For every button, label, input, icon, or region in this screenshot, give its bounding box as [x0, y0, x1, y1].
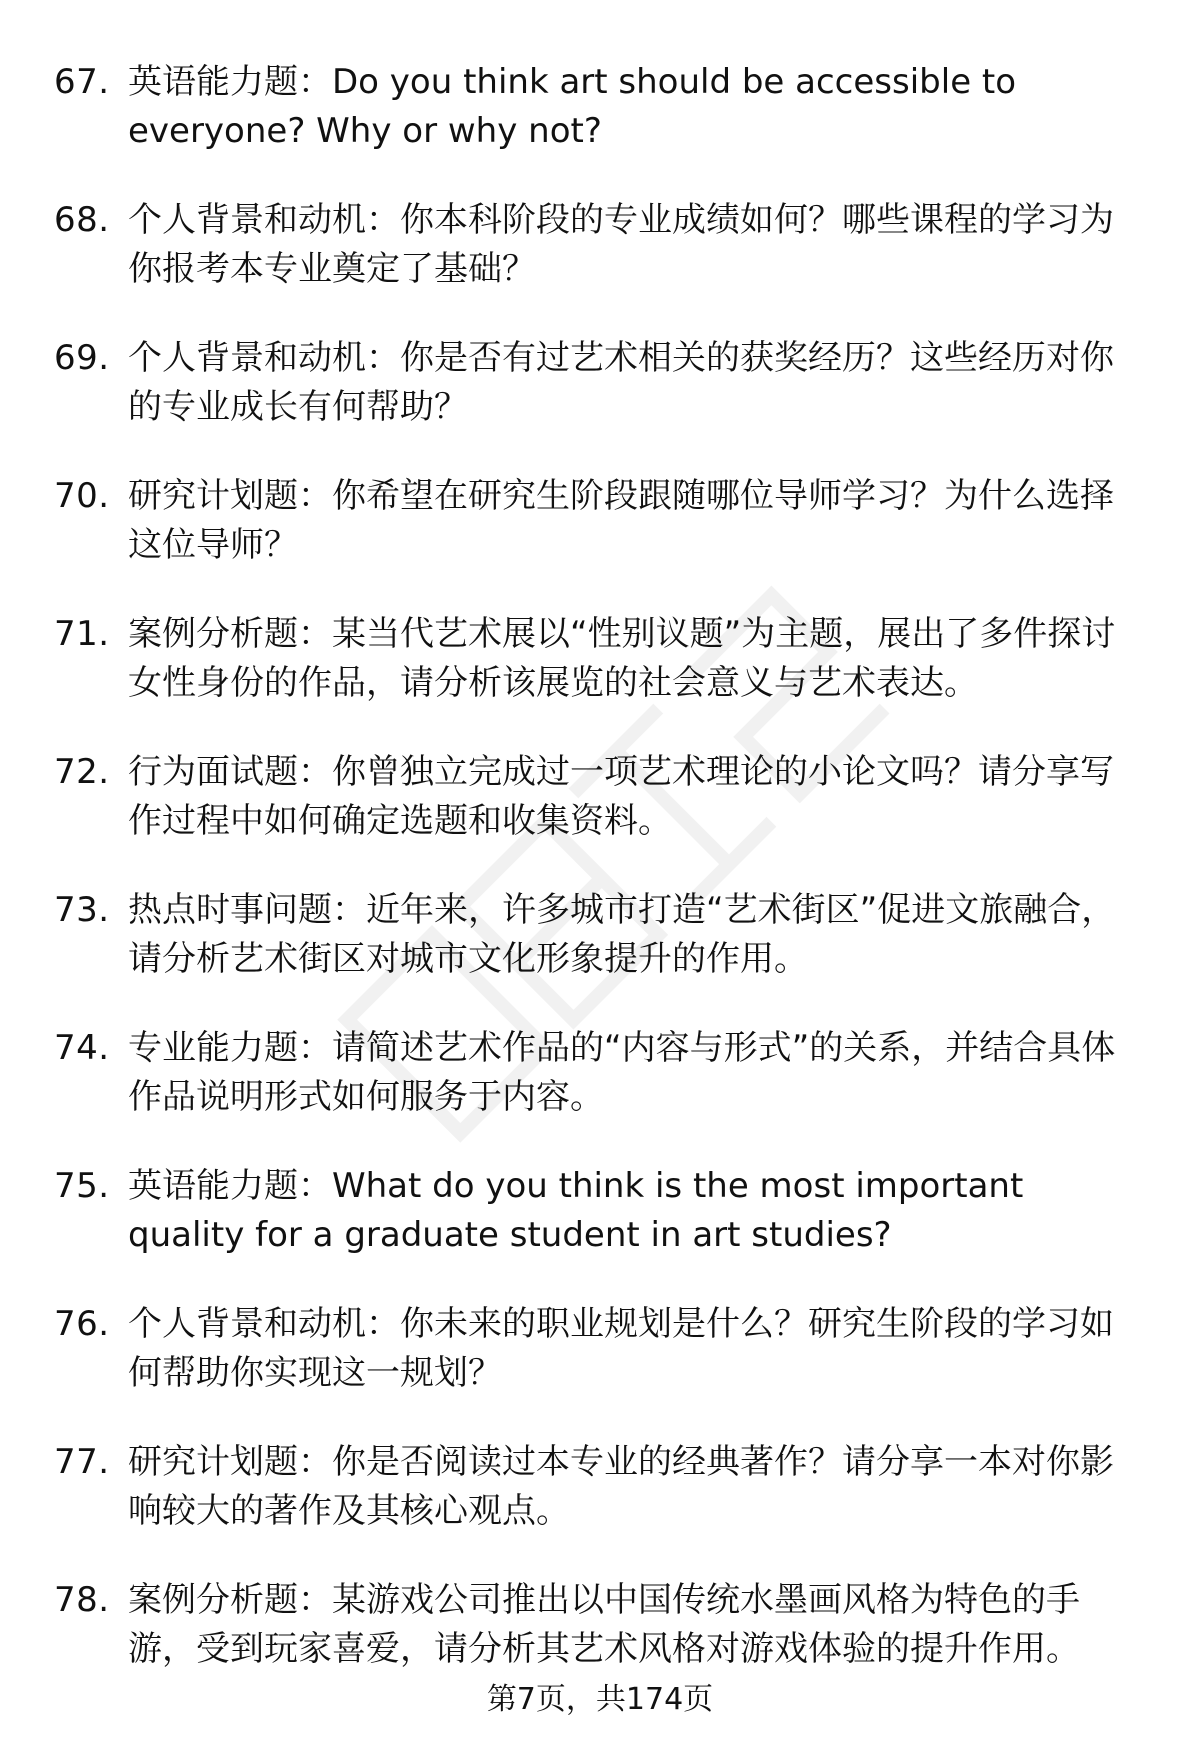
question-number: 71. — [54, 614, 110, 654]
question-text: 专业能力题：请简述艺术作品的“内容与形式”的关系，并结合具体作品说明形式如何服务于内容。 — [128, 1028, 1116, 1117]
question-text: 研究计划题：你是否阅读过本专业的经典著作？请分享一本对你影响较大的著作及其核心观点。 — [128, 1442, 1114, 1531]
question-item — [0, 196, 1200, 334]
question-item — [0, 610, 1200, 748]
question-text: 个人背景和动机：你未来的职业规划是什么？研究生阶段的学习如何帮助你实现这一规划？ — [128, 1304, 1114, 1393]
question-number: 69. — [54, 338, 110, 378]
question-text: 研究计划题：你希望在研究生阶段跟随哪位导师学习？为什么选择这位导师？ — [128, 476, 1114, 565]
question-item — [0, 748, 1200, 886]
question-number: 76. — [54, 1304, 110, 1344]
question-item — [0, 58, 1200, 196]
question-item — [0, 472, 1200, 610]
question-number: 74. — [54, 1028, 110, 1068]
question-text: 案例分析题：某游戏公司推出以中国传统水墨画风格为特色的手游，受到玩家喜爱，请分析其艺术风格对游戏体验的提升作用。 — [128, 1580, 1080, 1669]
question-item — [0, 1162, 1200, 1300]
question-item — [0, 334, 1200, 472]
question-text: 行为面试题：你曾独立完成过一项艺术理论的小论文吗？请分享写作过程中如何确定选题和收集资料。 — [128, 752, 1114, 841]
question-item — [0, 886, 1200, 1024]
question-number: 78. — [54, 1580, 110, 1620]
question-text: 个人背景和动机：你本科阶段的专业成绩如何？哪些课程的学习为你报考本专业奠定了基础？ — [128, 200, 1114, 289]
page-indicator: 第7页，共174页 — [486, 1682, 714, 1717]
question-item — [0, 1438, 1200, 1576]
question-text: 个人背景和动机：你是否有过艺术相关的获奖经历？这些经历对你的专业成长有何帮助？ — [128, 338, 1114, 427]
question-list — [0, 58, 1200, 1714]
question-number: 67. — [54, 62, 110, 102]
question-number: 70. — [54, 476, 110, 516]
question-text: 英语能力题：Do you think art should be accessible to everyone? Why or why not? — [128, 62, 1017, 151]
question-number: 72. — [54, 752, 110, 792]
question-item — [0, 1300, 1200, 1438]
question-number: 73. — [54, 890, 110, 930]
question-number: 75. — [54, 1166, 110, 1206]
question-text: 案例分析题：某当代艺术展以“性别议题”为主题，展出了多件探讨女性身份的作品，请分析该展览的社会意义与艺术表达。 — [128, 614, 1116, 703]
question-text: 热点时事问题：近年来，许多城市打造“艺术街区”促进文旅融合，请分析艺术街区对城市文化形象提升的作用。 — [128, 890, 1116, 979]
question-item — [0, 1024, 1200, 1162]
question-number: 68. — [54, 200, 110, 240]
question-text: 英语能力题：What do you think is the most important quality for a graduate student in art studies? — [128, 1166, 1024, 1255]
question-number: 77. — [54, 1442, 110, 1482]
